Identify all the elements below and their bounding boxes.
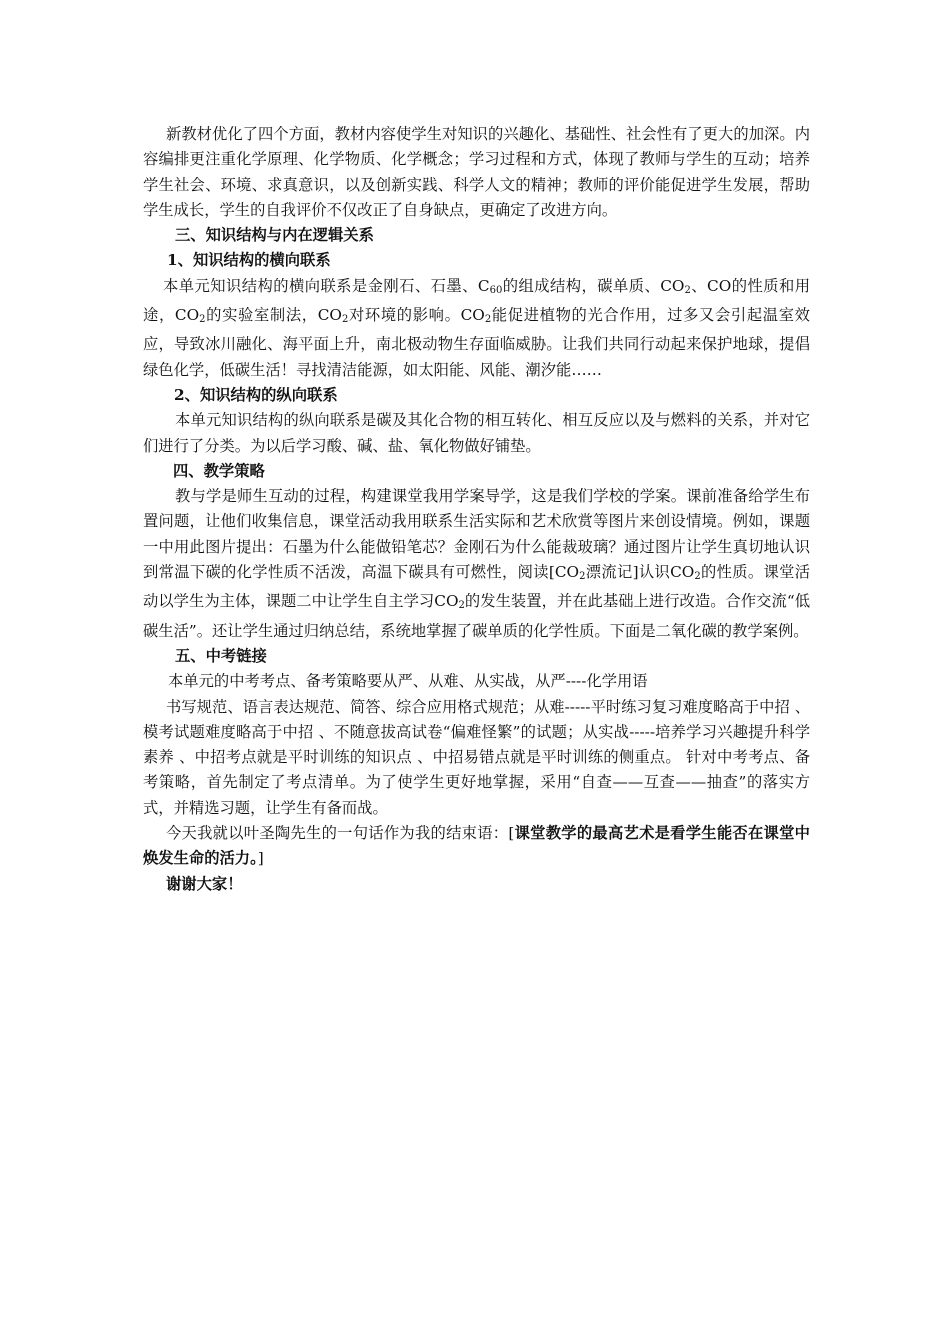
section5-heading: 五、中考链接 [175,646,267,665]
section5-paragraph: 书写规范、语言表达规范、简答、综合应用格式规范；从难-----平时练习复习难度略高于中招 、模考试题难度略高于中招 、不随意拔高试卷“偏难怪繁”的试题；从实战-----培养学习兴趣提升科学素养 、中招考点就是平时训练的知识点 、中招易错点就是平时训练的侧重点。 针对中考考点、备考策略，首先制定了考点清单。为了使学生更好地掌握，采用“自查——互查——抽查”的落实方式，并精选习题，让学生有备而战。 [143,697,810,817]
section4-heading: 四、教学策略 [173,461,265,480]
text-run: 的发生装置，并在此基础上进行改造。合作交流“低碳生活”。还让学生通过归纳总结，系统地掌握了碳单质的化学性质。下面是二氧化碳的教学案例。 [143,592,810,640]
thanks-line: 谢谢大家！ [166,874,243,893]
subscript: 2 [484,314,492,326]
subscript: 2 [694,571,701,583]
section3-sub2-paragraph: 本单元知识结构的纵向联系是碳及其化合物的相互转化、相互反应以及与燃料的关系，并对它们进行了分类。为以后学习酸、碱、盐、氧化物做好铺垫。 [143,411,810,455]
section3-heading: 三、知识结构与内在逻辑关系 [175,226,374,245]
subscript: 2 [341,314,349,326]
subscript: 2 [199,314,206,326]
text-run: 的性质。课堂活动以学生为主体，课题二中让学生自主学习CO [143,563,810,611]
text-run: 的组成结构，碳单质、CO [502,276,685,295]
text-run: 今天我就以叶圣陶先生的一句话作为我的结束语：[ [166,824,515,843]
closing-paragraph [143,821,810,872]
subscript: 60 [489,284,503,296]
text-run: 教与学是师生互动的过程，构建课堂我用学案导学，这是我们学校的学案。课前准备给学生布置问题，让他们收集信息，课堂活动我用联系生活实际和艺术欣赏等图片来创设情境。例如，课题一中用此图片提出：石墨为什么能做铅笔芯？金刚石为什么能裁玻璃？通过图片让学生真切地认识到常温下碳的化学性质不活泼，高温下碳具有可燃性，阅读[CO [143,487,810,582]
intro-paragraph: 新教材优化了四个方面，教材内容使学生对知识的兴趣化、基础性、社会性有了更大的加深。内容编排更注重化学原理、化学物质、化学概念；学习过程和方式，体现了教师与学生的互动；培养学生社会、环境、求真意识，以及创新实践、科学人文的精神；教师的评价能促进学生发展，帮助学生成长，学生的自我评价不仅改正了自身缺点，更确定了改进方向。 [143,125,810,219]
text-run: ] [257,849,264,868]
section3-sub1-paragraph [143,274,810,383]
section3-sub2-heading: 2、知识结构的纵向联系 [174,385,338,404]
text-run: 、CO的性质和用途，CO [143,276,810,325]
document-page [143,122,810,897]
text-run: 本单元知识结构的横向联系是金刚石、石墨、C [163,276,490,295]
section5-line1: 本单元的中考考点、备考策略要从严、从难、从实战，从严----化学用语 [168,672,648,691]
text-run: 漂流记]认识CO [585,563,695,582]
text-run: 的实验室制法，CO [205,306,342,325]
text-run: 能促进植物的光合作用，过多又会引起温室效应，导致冰川融化、海平面上升，南北极动物生存面临威胁。让我们共同行动起来保护地球，提倡绿色化学，低碳生活！寻找清洁能源，如太阳能、风能、潮汐能…… [143,306,810,379]
subscript: 2 [458,600,465,612]
bold-quote: 课堂教学的最高艺术是看学生能否在课堂中焕发生命的活力。 [143,824,810,868]
section3-sub1-heading: 1、知识结构的横向联系 [167,251,331,270]
subscript: 2 [684,284,691,296]
subscript: 2 [579,571,586,583]
text-run: 对环境的影响。CO [348,306,485,325]
section4-paragraph [143,484,810,644]
